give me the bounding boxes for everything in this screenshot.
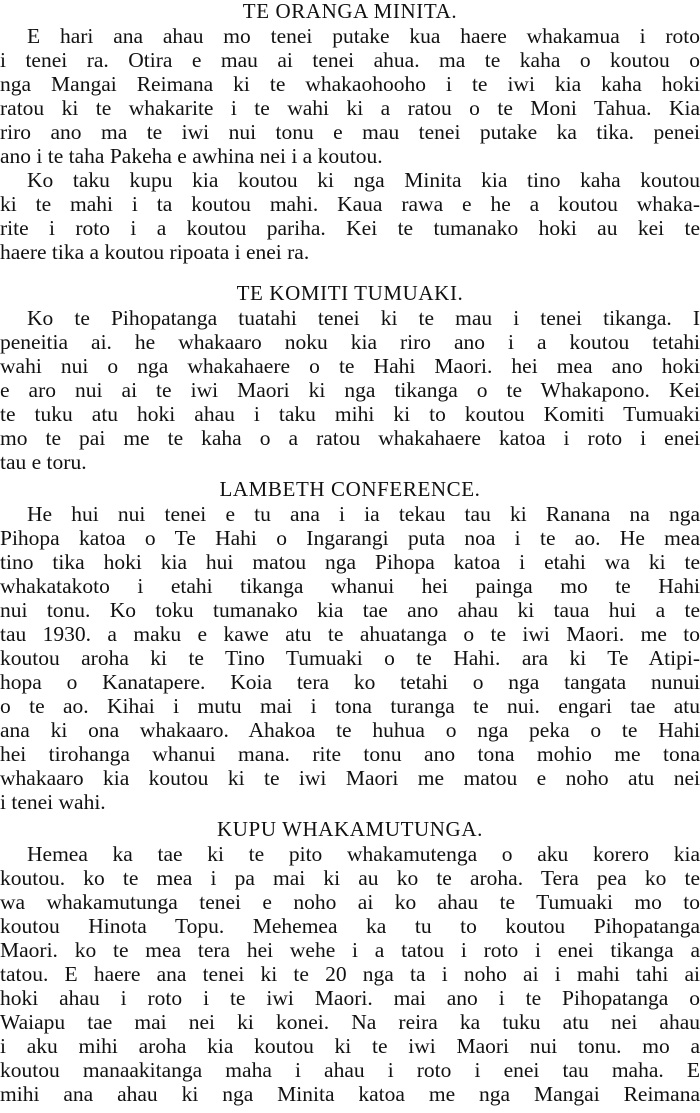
paragraph-line: riro ano ma te iwi nui tonu e mau tenei putake ka tika. penei [0,120,700,144]
paragraph-line: hei tirohanga whanui mana. rite tonu ano tona mohio me tona [0,742,700,766]
paragraph-line: i tenei ra. Otira e mau ai tenei ahua. ma te kaha o koutou o [0,48,700,72]
paragraph-line: hoki ahau i roto i te iwi Maori. mai ano i te Pihopatanga o [0,986,700,1010]
paragraph-line: tau e toru. [0,450,87,474]
paragraph-line: Waiapu tae mai nei ki konei. Na reira ka tuku atu nei ahau [0,1010,700,1034]
heading-te-komiti-tumuaki: TE KOMITI TUMUAKI. [236,281,464,305]
paragraph-line: tino tika hoki kia hui matou nga Pihopa katoa i etahi wa ki te [0,550,700,574]
paragraph-line: peneitia ai. he whakaaro noku kia riro ano i a koutou tetahi [0,330,700,354]
paragraph-line: He hui nui tenei e tu ana i ia tekau tau ki Ranana na nga [27,502,700,526]
paragraph-line: o te ao. Kihai i mutu mai i tona turanga te nui. engari tae atu [0,694,700,718]
paragraph-line: tatou. E haere ana tenei ki te 20 nga ta i noho ai i mahi tahi ai [0,962,700,986]
paragraph-line: ratou ki te whakarite i te wahi ki a ratou o te Moni Tahua. Kia [0,96,700,120]
paragraph-line: mihi ana ahau ki nga Minita katoa me nga Mangai Reimana [0,1082,700,1106]
heading-te-oranga-minita: TE ORANGA MINITA. [242,0,458,23]
paragraph-line: wa whakamutunga tenei e noho ai ko ahau te Tumuaki mo to [0,890,700,914]
paragraph-line: tau 1930. a maku e kawe atu te ahuatanga o te iwi Maori. me to [0,622,700,646]
heading-lambeth-conference: LAMBETH CONFERENCE. [219,477,481,501]
paragraph-line: Maori. ko te mea tera hei wehe i a tatou i roto i enei tikanga a [0,938,700,962]
paragraph-line: whakatakoto i etahi tikanga whanui hei painga mo te Hahi [0,574,700,598]
paragraph-line: hopa o Kanatapere. Koia tera ko tetahi o nga tangata nunui [0,670,700,694]
paragraph-line: i aku mihi aroha kia koutou ki te iwi Maori nui tonu. mo a [0,1034,700,1058]
paragraph-line: E hari ana ahau mo tenei putake kua haere whakamua i roto [27,24,700,48]
paragraph-line: Pihopa katoa o Te Hahi o Ingarangi puta noa i te ao. He mea [0,526,700,550]
paragraph-line: whakaaro kia koutou ki te iwi Maori me matou e noho atu nei [0,766,700,790]
paragraph-line: wahi nui o nga whakahaere o te Hahi Maori. hei mea ano hoki [0,354,700,378]
paragraph-line: koutou manaakitanga maha i ahau i roto i enei tau maha. E [0,1058,700,1082]
paragraph-line: koutou. ko te mea i pa mai ki au ko te aroha. Tera pea ko te [0,866,700,890]
paragraph-line: rite i roto i a koutou pariha. Kei te tumanako hoki au kei te [0,216,700,240]
paragraph-line: Hemea ka tae ki te pito whakamutenga o aku korero kia [27,842,700,866]
paragraph-line: koutou aroha ki te Tino Tumuaki o te Hahi. ara ki Te Atipi- [0,646,700,670]
paragraph-line: haere tika a koutou ripoata i enei ra. [0,240,310,264]
paragraph-line: Ko te Pihopatanga tuatahi tenei ki te mau i tenei tikanga. I [27,306,700,330]
paragraph-line: ana ki ona whakaaro. Ahakoa te huhua o nga peka o te Hahi [0,718,700,742]
paragraph-line: koutou Hinota Topu. Mehemea ka tu to koutou Pihopatanga [0,914,700,938]
paragraph-line: te tuku atu hoki ahau i taku mihi ki to koutou Komiti Tumuaki [0,402,700,426]
paragraph-line: i tenei wahi. [0,790,106,814]
paragraph-line: Ko taku kupu kia koutou ki nga Minita kia tino kaha koutou [27,168,700,192]
paragraph-line: ano i te taha Pakeha e awhina nei i a koutou. [0,144,383,168]
paragraph-line: nui tonu. Ko toku tumanako kia tae ano ahau ki taua hui a te [0,598,700,622]
heading-kupu-whakamutunga: KUPU WHAKAMUTUNGA. [217,817,483,841]
paragraph-line: mo te pai me te kaha o a ratou whakahaere katoa i roto i enei [0,426,700,450]
paragraph-line: nga Mangai Reimana ki te whakaohooho i te iwi kia kaha hoki [0,72,700,96]
paragraph-line: ki te mahi i ta koutou mahi. Kaua rawa e he a koutou whaka- [0,192,700,216]
paragraph-line: e aro nui ai te iwi Maori ki nga tikanga o te Whakapono. Kei [0,378,700,402]
